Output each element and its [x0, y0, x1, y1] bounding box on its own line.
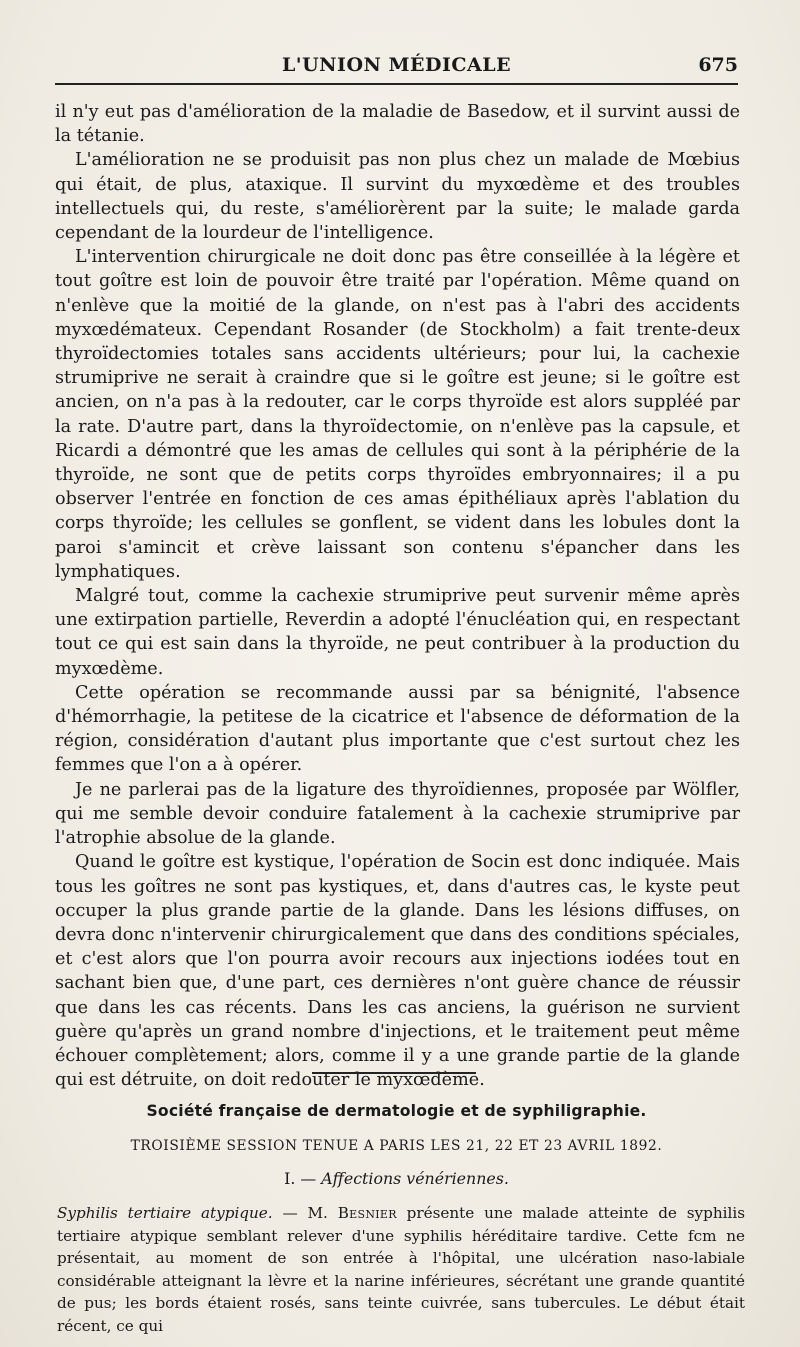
section-heading	[55, 1169, 738, 1188]
case-text: présente une malade atteinte de syphilis tertiaire atypique semblant relever d'une syphilis héréditaire tardive. Cette fcm ne présentait, au moment de son entrée à l'hôpital, une ulcération naso-labiale considérable atteignant la lèvre et la narine inférieures, sécrétant une grande quantité de pus; les bords étaient rosés, sans teinte cuivrée, sans tubercules. Le début était récent, ce qui	[57, 1204, 745, 1335]
paragraph-5: Cette opération se recommande aussi par sa bénignité, l'absence d'hémorrhagie, la petitese de la cicatrice et l'absence de déformation de la région, considération d'autant plus importante que c'est surtout chez les femmes que l'on a à opérer.	[55, 682, 740, 776]
section-separator	[312, 1072, 476, 1074]
case-author: Besnier	[337, 1204, 397, 1222]
paragraph-6: Je ne parlerai pas de la ligature des thyroïdiennes, proposée par Wölfler, qui me semble devoir conduire fatalement à la cachexie strumiprive par l'atrophie absolue de la glande.	[55, 779, 740, 849]
session-line: TROISIÈME SESSION TENUE A PARIS LES 21, 22 ET 23 AVRIL 1892.	[130, 1138, 663, 1154]
section-title: Affections vénériennes.	[321, 1169, 509, 1188]
page-number: 675	[698, 54, 738, 76]
paragraph-7: Quand le goître est kystique, l'opération de Socin est donc indiquée. Mais tous les goîtres ne sont pas kystiques, et, dans d'autres cas, le kyste peut occuper la plus grande partie de la glande. Dans les lésions diffuses, on devra donc n'intervenir chirurgicalement que dans des conditions spéciales, et c'est alors que l'on pourra avoir recours aux injections iodées tout en sachant bien que, d'une part, ces dernières n'ont guère chance de réussir que dans les cas récents. Dans les cas anciens, la guérison ne survient guère qu'après un grand nombre d'injections, et le traitement peut même échouer complètement; alors, comme il y a une grande partie de la glande qui est détruite, on doit redouter le myxœdème.	[55, 852, 740, 1091]
running-title: L'UNION MÉDICALE	[281, 54, 512, 76]
paragraph-4: Malgré tout, comme la cachexie strumiprive peut survenir même après une extirpation partielle, Reverdin a adopté l'énucléation qui, en respectant tout ce qui est sain dans la thyroïde, ne peut contribuer à la production du myxœdème.	[55, 586, 740, 679]
section-number: I. —	[284, 1169, 317, 1188]
case-report	[57, 1202, 745, 1338]
paragraph-1: il n'y eut pas d'amélioration de la maladie de Basedow, et il survint aussi de la tétanie.	[55, 102, 740, 147]
header-rule	[55, 83, 738, 85]
society-heading: Société française de dermatologie et de syphiligraphie.	[146, 1102, 647, 1120]
page-header	[55, 52, 738, 80]
article-body	[55, 100, 740, 1092]
case-title: Syphilis tertiaire atypique.	[57, 1204, 273, 1222]
paragraph-2: L'amélioration ne se produisit pas non plus chez un malade de Mœbius qui était, de plus, ataxique. Il survint du myxœdème et des troubles intellectuels qui, du reste, s'améliorèrent par la suite; le malade garda cependant de la lourdeur de l'intelligence.	[55, 150, 740, 244]
case-report-paragraph	[57, 1202, 745, 1338]
case-dash: — M.	[272, 1204, 338, 1222]
paragraph-3: L'intervention chirurgicale ne doit donc pas être conseillée à la légère et tout goître est loin de pouvoir être traité par l'opération. Même quand on n'enlève que la moitié de la glande, on n'est pas à l'abri des accidents myxœdémateux. Cependant Rosander (de Stockholm) a fait trente-deux thyroïdectomies totales sans accidents ultérieurs; pour lui, la cachexie strumiprive ne serait à craindre que si le goître est jeune; si le goître est ancien, on n'a pas à la redouter, car le corps thyroïde est alors suppléé par la rate. D'autre part, dans la thyroïdectomie, on n'enlève pas la capsule, et Ricardi a démontré que les amas de cellules qui sont à la périphérie de la thyroïde, ne sont que de petits corps thyroïdes embryonnaires; il a pu observer l'entrée en fonction de ces amas épithéliaux après l'ablation du corps thyroïde; les cellules se gonflent, se vident dans les lobules dont la paroi s'amincit et crève laissant son contenu s'épancher dans les lymphatiques.	[55, 247, 740, 582]
